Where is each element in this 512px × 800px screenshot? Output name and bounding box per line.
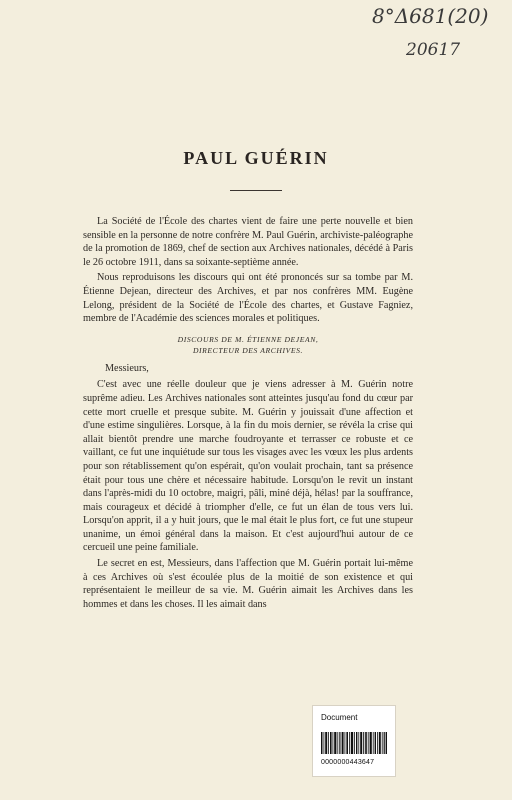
speech-paragraph: C'est avec une réelle douleur que je viens adresser à M. Guérin notre suprême adieu. Les Archives nationales sont atteintes jusqu'au fond du cœur par cette mort cruelle et presque subite. M. Guérin y jouissait d'une affection et d'une estime singulières. Lorsque, à la fin du mois dernier, se révéla la crise qui allait bientôt prendre une marche foudroyante et terrasser ce robuste et ce vaillant, ce fut une inquiétude sur tous les visages avec les vœux les plus ardents pour son rétablissement qu'on espérait, qu'on voulait prochain, tant sa présence était pour tous une chère et nécessaire habitude. Lorsqu'on le revit un instant dans l'après-midi du 10 octobre, maigri, pâli, miné déjà, hélas! par la souffrance, mais courageux et décidé à triompher d'elle, ce fut un élan de tous vers lui. Lorsqu'on apprit, il a y huit jours, que le mal était le plus fort, ce fut une stupeur unanime, un émoi général dans la maison. Et c'est aujourd'hui autour de ce cercueil une peine familiale.	[83, 379, 413, 554]
speech-section	[83, 378, 413, 611]
salutation: Messieurs,	[105, 362, 149, 374]
intro-paragraph: Nous reproduisons les discours qui ont été prononcés sur sa tombe par M. Étienne Dejean, directeur des Archives, et par nos confrères MM. Eugène Lelong, président de la Société de l'École des chartes, et Gustave Fagniez, membre de l'Académie des sciences morales et politiques.	[83, 272, 413, 325]
document-body	[83, 215, 413, 613]
speech-heading-line: DISCOURS DE M. ÉTIENNE DEJEAN,	[177, 334, 319, 344]
speech-heading	[83, 334, 413, 356]
handwritten-number: 20617	[406, 40, 461, 60]
intro-paragraph: La Société de l'École des chartes vient de faire une perte nouvelle et bien sensible en la personne de notre confrère M. Paul Guérin, archiviste-paléographe de la promotion de 1869, chef de section aux Archives nationales, décédé à Paris le 26 octobre 1911, dans sa soixante-septième année.	[83, 216, 413, 268]
barcode-number: 0000000443647	[321, 759, 375, 766]
speech-heading-line: DIRECTEUR DES ARCHIVES.	[192, 345, 304, 355]
intro-section	[83, 215, 413, 326]
title-rule	[230, 190, 282, 191]
stamp-label: Document	[321, 713, 358, 722]
shelfmark-annotation: 8°Δ681(20)	[372, 4, 489, 28]
page-title: PAUL GUÉRIN	[183, 148, 329, 168]
library-stamp	[312, 705, 396, 777]
barcode-icon	[321, 732, 387, 754]
speech-paragraph: Le secret en est, Messieurs, dans l'affection que M. Guérin portait lui-même à ces Archives où s'est écoulée plus de la moitié de son existence et qui représentaient le meilleur de sa vie. M. Guérin aimait les Archives dans les hommes et dans les choses. Il les aimait dans	[83, 558, 413, 610]
